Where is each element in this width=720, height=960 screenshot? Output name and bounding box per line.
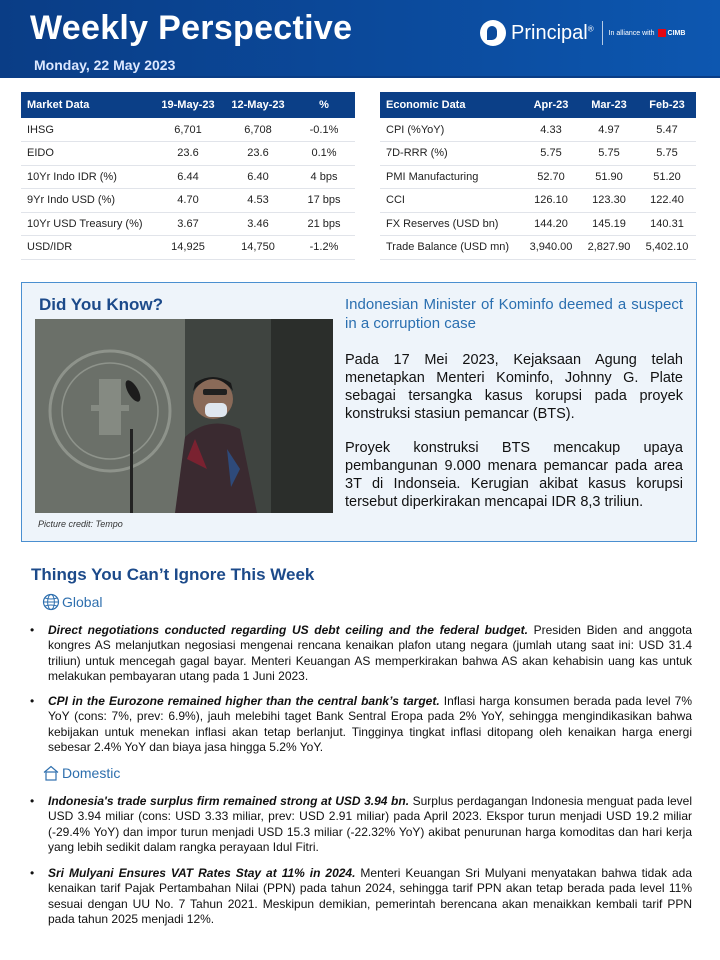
table-row [21, 212, 355, 236]
did-you-know-paragraph: Proyek konstruksi BTS mencakup upaya pembangunan 9.000 menara pemancar pada area 3T di Indonseia. Kerugian akibat kasus korupsi tersebut diperkirakan mencapai IDR 8,3 triliun. [345, 440, 683, 510]
table-cell: 10Yr USD Treasury (%) [21, 212, 153, 236]
page-title: Weekly Perspective [30, 9, 353, 47]
column-header: 12-May-23 [223, 92, 293, 118]
table-cell: 140.31 [638, 212, 696, 236]
table-cell: 6,708 [223, 118, 293, 142]
table-cell: 51.90 [580, 165, 638, 189]
news-text: Presiden Biden and anggota kongres AS melanjutkan negosiasi mengenai rencana kenaikan plafon utang negara (jumlah utang saat ini: USD 31.4 triliun) untuk mencegah gagal bayar. Menteri Keuangan AS memperkirakan bahwa AS akan kehabisin uang kas untuk melakukan pembayaran utang pada 1 Juni 2023. [48, 623, 692, 684]
table-cell: 7D-RRR (%) [380, 142, 522, 166]
table-cell: 122.40 [638, 189, 696, 213]
table-header-row [21, 92, 355, 118]
table-cell: -0.1% [293, 118, 355, 142]
table-cell: 145.19 [580, 212, 638, 236]
brand-name: Principal® [511, 21, 594, 44]
table-cell: 5.75 [580, 142, 638, 166]
did-you-know-paragraph: Pada 17 Mei 2023, Kejaksaan Agung telah menetapkan Menteri Kominfo, Johnny G. Plate sebagai tersangka kasus korupsi pada proyek konstruksi stasiun pemancar (BTS). [345, 352, 683, 422]
table-cell: IHSG [21, 118, 153, 142]
table-cell: 126.10 [522, 189, 580, 213]
table-row [380, 189, 696, 213]
table-cell: 14,925 [153, 236, 223, 260]
table-cell: 5.75 [638, 142, 696, 166]
column-header: % [293, 92, 355, 118]
table-cell: 10Yr Indo IDR (%) [21, 165, 153, 189]
table-row [380, 142, 696, 166]
column-header: Mar-23 [580, 92, 638, 118]
market-data-table [21, 92, 355, 260]
table-cell: 3.46 [223, 212, 293, 236]
table-cell: 4.53 [223, 189, 293, 213]
category-label: Global [62, 594, 103, 610]
table-row [380, 118, 696, 142]
table-cell: 23.6 [153, 142, 223, 166]
column-header: Feb-23 [638, 92, 696, 118]
news-headline: Sri Mulyani Ensures VAT Rates Stay at 11% in 2024. [48, 866, 356, 880]
table-cell: USD/IDR [21, 236, 153, 260]
news-text: Inflasi harga konsumen berada pada level 7% YoY (cons: 7%, prev: 6.9%), jauh melebihi taget Bank Sentral Eropa pada 2% YoY, sehingga mengindikasikan bahwa kebijakan untuk menekan inflasi akan tetap berlanjut. Tingginya tingkat inflasi ditopang oleh kenaikan harga energi sebesar 2.4% YoY dan biaya jasa hingga 5.2% YoY. [48, 694, 692, 755]
news-photo [35, 319, 333, 513]
logo-divider [602, 21, 603, 45]
news-item [30, 623, 692, 685]
table-cell: 52.70 [522, 165, 580, 189]
category-label: Domestic [62, 765, 121, 781]
did-you-know-box [21, 282, 697, 542]
table-cell: FX Reserves (USD bn) [380, 212, 522, 236]
table-cell: 123.30 [580, 189, 638, 213]
table-cell: 51.20 [638, 165, 696, 189]
news-text: Menteri Keuangan Sri Mulyani menyatakan bahwa tidak ada kenaikan tarif Pajak Pertambahan Nilai (PPN) pada tahun 2024, sehingga tarif PPN akan tetap berada pada level 11% sesuai dengan UU No. 7 Tahun 2021. Meskipun demikian, pemerintah berencana akan menaikkan kembali tarif PPN pada tahun 2025 menjadi 12%. [48, 866, 693, 927]
table-cell: 3.67 [153, 212, 223, 236]
table-cell: 6.40 [223, 165, 293, 189]
table-cell: 4 bps [293, 165, 355, 189]
table-cell: 9Yr Indo USD (%) [21, 189, 153, 213]
table-row [380, 212, 696, 236]
column-header: Market Data [21, 92, 153, 118]
news-headline: Indonesia's trade surplus firm remained strong at USD 3.94 bn. [48, 794, 410, 808]
table-cell: CCI [380, 189, 522, 213]
table-row [380, 165, 696, 189]
publication-date: Monday, 22 May 2023 [34, 57, 176, 73]
table-cell: 5,402.10 [638, 236, 696, 260]
principal-logo-icon [480, 20, 506, 46]
table-row [380, 236, 696, 260]
alliance-text: In alliance with [608, 29, 655, 37]
table-cell: 4.70 [153, 189, 223, 213]
table-cell: EIDO [21, 142, 153, 166]
news-headline: Direct negotiations conducted regarding US debt ceiling and the federal budget. [48, 623, 528, 637]
table-cell: PMI Manufacturing [380, 165, 522, 189]
column-header: 19-May-23 [153, 92, 223, 118]
section-title: Things You Can’t Ignore This Week [31, 565, 315, 584]
table-cell: 6.44 [153, 165, 223, 189]
did-you-know-headline: Indonesian Minister of Kominfo deemed a suspect in a corruption case [345, 296, 683, 332]
picture-credit: Picture credit: Tempo [38, 519, 123, 529]
column-header: Economic Data [380, 92, 522, 118]
table-cell: Trade Balance (USD mn) [380, 236, 522, 260]
news-item [30, 694, 692, 756]
home-icon [42, 764, 60, 782]
table-cell: 6,701 [153, 118, 223, 142]
table-cell: 3,940.00 [522, 236, 580, 260]
table-cell: 144.20 [522, 212, 580, 236]
table-cell: 0.1% [293, 142, 355, 166]
news-photo-image [35, 319, 333, 513]
table-cell: 5.75 [522, 142, 580, 166]
cimb-logo-icon [658, 29, 666, 37]
header-divider [0, 76, 720, 78]
bullet-icon: • [30, 866, 35, 880]
table-cell: -1.2% [293, 236, 355, 260]
bullet-icon: • [30, 623, 35, 637]
table-cell: 5.47 [638, 118, 696, 142]
news-item [30, 866, 692, 928]
table-row [21, 189, 355, 213]
globe-icon [42, 593, 60, 611]
bullet-icon: • [30, 694, 35, 708]
table-cell: 17 bps [293, 189, 355, 213]
table-row [21, 236, 355, 260]
table-cell: 14,750 [223, 236, 293, 260]
table-row [21, 142, 355, 166]
news-item [30, 794, 692, 856]
table-cell: 23.6 [223, 142, 293, 166]
principal-logo [480, 16, 685, 50]
table-cell: 2,827.90 [580, 236, 638, 260]
table-header-row [380, 92, 696, 118]
partner-name: CIMB [667, 29, 686, 37]
table-row [21, 165, 355, 189]
category-domestic [42, 764, 120, 782]
table-cell: CPI (%YoY) [380, 118, 522, 142]
table-cell: 21 bps [293, 212, 355, 236]
header-banner [0, 0, 720, 78]
table-row [21, 118, 355, 142]
table-cell: 4.33 [522, 118, 580, 142]
category-global [42, 593, 102, 611]
economic-data-table [380, 92, 696, 260]
column-header: Apr-23 [522, 92, 580, 118]
table-cell: 4.97 [580, 118, 638, 142]
bullet-icon: • [30, 794, 35, 808]
news-text: Surplus perdagangan Indonesia menguat pada level USD 3.94 miliar (cons: USD 3.33 miliar, prev: USD 2.91 miliar) pada April 2023. Ekspor turun menjadi USD 19.2 miliar (-29.4% YoY) dan impor turun menjadi USD 15.3 miliar (-22.32% YoY) akibat penurunan harga komoditas dan hari kerja yang lebih sedikit dalam rangka perayaan Idul Fitri. [48, 794, 692, 855]
news-headline: CPI in the Eurozone remained higher than the central bank’s target. [48, 694, 440, 708]
did-you-know-title: Did You Know? [39, 295, 164, 314]
